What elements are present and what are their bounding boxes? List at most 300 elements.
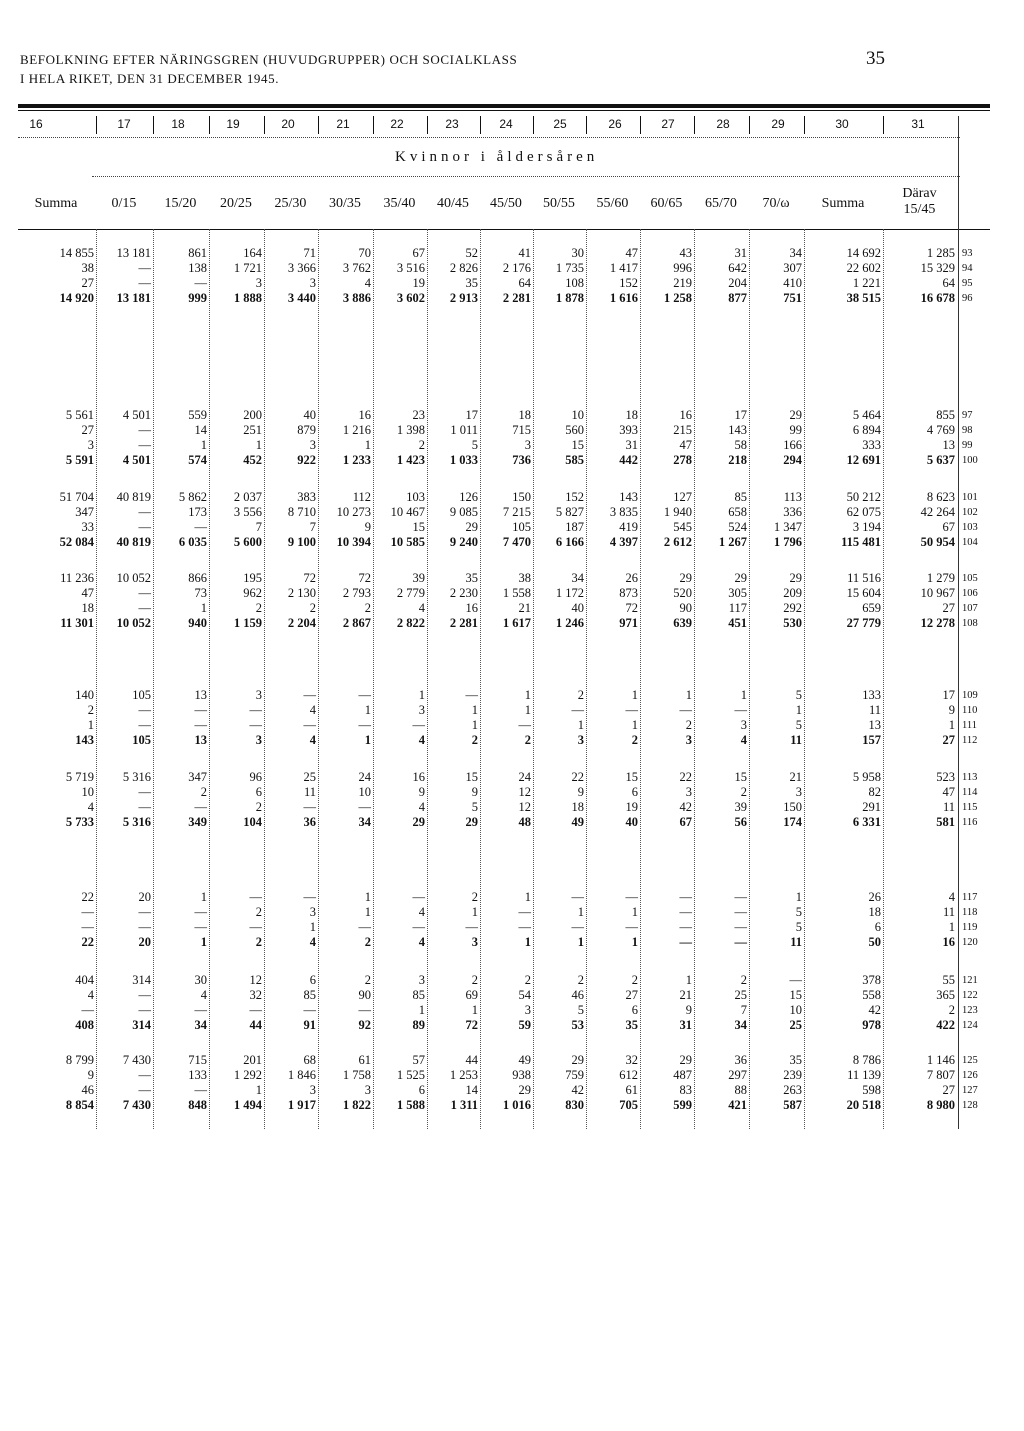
table-cell: 1 — [364, 905, 371, 919]
table-cell: 44 — [465, 1053, 478, 1067]
table-cell: 3 886 — [342, 291, 371, 305]
table-cell: 6 894 — [852, 423, 881, 437]
row-number: 120 — [962, 937, 978, 948]
table-cell: 48 — [518, 815, 531, 829]
column-number: 31 — [911, 117, 925, 131]
table-cell: 8 980 — [926, 1098, 955, 1112]
table-cell: 307 — [783, 261, 802, 275]
table-cell: 7 470 — [502, 535, 531, 549]
table-cell: 133 — [862, 688, 881, 702]
table-cell: — — [465, 920, 478, 934]
table-cell: 830 — [565, 1098, 584, 1112]
table-cell: 40 819 — [116, 535, 151, 549]
table-cell: 1 146 — [926, 1053, 955, 1067]
table-cell: 2 — [631, 733, 638, 747]
table-cell: 1 — [577, 935, 584, 949]
table-cell: 9 — [471, 785, 478, 799]
table-cell: — — [138, 905, 151, 919]
table-cell: 11 — [303, 785, 316, 799]
table-cell: 383 — [297, 490, 316, 504]
table-cell: — — [249, 1003, 262, 1017]
table-cell: 581 — [936, 815, 955, 829]
table-cell: — — [303, 688, 316, 702]
table-cell: 2 — [364, 935, 371, 949]
table-cell: 3 — [309, 905, 316, 919]
table-cell: 855 — [936, 408, 955, 422]
table-cell: 164 — [243, 246, 262, 260]
table-cell: — — [518, 905, 531, 919]
table-cell: — — [194, 276, 207, 290]
table-cell: 715 — [188, 1053, 207, 1067]
table-cell: 105 — [512, 520, 531, 534]
table-cell: 1 — [524, 688, 531, 702]
table-cell: 3 194 — [852, 520, 881, 534]
table-cell: 52 — [465, 246, 478, 260]
table-cell: 82 — [868, 785, 881, 799]
table-cell: 1 758 — [342, 1068, 371, 1082]
table-cell: 5 — [795, 920, 802, 934]
table-cell: 2 — [364, 601, 371, 615]
table-cell: — — [81, 1003, 94, 1017]
table-cell: — — [81, 920, 94, 934]
table-cell: 9 — [685, 1003, 692, 1017]
table-cell: — — [138, 1083, 151, 1097]
table-cell: 336 — [783, 505, 802, 519]
row-number: 114 — [962, 787, 978, 798]
table-cell: 27 — [81, 423, 94, 437]
row-number: 116 — [962, 817, 978, 828]
table-cell: 4 — [200, 988, 207, 1002]
table-cell: 15 — [734, 770, 747, 784]
table-cell: 27 — [81, 276, 94, 290]
table-cell: 922 — [297, 453, 316, 467]
table-cell: 38 — [81, 261, 94, 275]
table-cell: 29 — [734, 571, 747, 585]
header-bottom-rule — [18, 229, 990, 230]
table-cell: 658 — [728, 505, 747, 519]
table-cell: 1 233 — [342, 453, 371, 467]
table-cell: 6 — [631, 1003, 638, 1017]
table-cell: — — [138, 1003, 151, 1017]
column-number-tick — [883, 116, 884, 134]
table-cell: — — [138, 988, 151, 1002]
table-cell: 1 — [471, 1003, 478, 1017]
table-cell: 108 — [565, 276, 584, 290]
table-cell: 451 — [728, 616, 747, 630]
table-cell: 115 481 — [841, 535, 881, 549]
table-cell: 29 — [412, 815, 425, 829]
table-cell: 14 855 — [59, 246, 94, 260]
table-cell: 13 181 — [116, 291, 151, 305]
table-cell: 104 — [243, 815, 262, 829]
table-cell: 103 — [406, 490, 425, 504]
table-cell: — — [679, 920, 692, 934]
table-cell: 4 — [418, 733, 425, 747]
table-cell: 64 — [942, 276, 955, 290]
table-cell: 1 — [471, 905, 478, 919]
table-cell: 62 075 — [846, 505, 881, 519]
table-cell: 1 — [685, 973, 692, 987]
table-cell: 15 — [625, 770, 638, 784]
table-cell: 7 215 — [502, 505, 531, 519]
table-cell: 20 — [138, 935, 151, 949]
table-cell: — — [734, 905, 747, 919]
row-number: 101 — [962, 492, 978, 503]
table-cell: 3 — [524, 438, 531, 452]
header-line-1: BEFOLKNING EFTER NÄRINGSGREN (HUVUDGRUPPER) OCH SOCIALKLASS — [20, 52, 518, 67]
table-cell: 2 — [577, 688, 584, 702]
table-cell: 18 — [518, 408, 531, 422]
table-cell: 9 — [364, 520, 371, 534]
table-cell: 34 — [734, 1018, 747, 1032]
table-cell: 2 779 — [396, 586, 425, 600]
table-cell: 4 — [418, 601, 425, 615]
table-cell: 1 — [524, 703, 531, 717]
column-divider — [804, 229, 805, 1129]
table-cell: 11 — [942, 905, 955, 919]
table-cell: 419 — [619, 520, 638, 534]
table-cell: — — [194, 520, 207, 534]
table-cell: 71 — [303, 246, 316, 260]
table-cell: — — [625, 890, 638, 904]
row-number: 96 — [962, 293, 973, 304]
table-cell: 5 827 — [555, 505, 584, 519]
table-cell: 157 — [862, 733, 881, 747]
table-cell: 27 — [942, 733, 955, 747]
table-cell: 612 — [619, 1068, 638, 1082]
table-cell: 1 311 — [450, 1098, 478, 1112]
table-cell: 4 501 — [122, 453, 151, 467]
column-number-rule — [18, 137, 960, 139]
row-number: 127 — [962, 1085, 978, 1096]
table-cell: 41 — [518, 246, 531, 260]
table-cell: 751 — [783, 291, 802, 305]
row-number: 113 — [962, 772, 978, 783]
column-number-tick — [749, 116, 750, 134]
table-cell: 18 — [571, 800, 584, 814]
subheader: 55/60 — [596, 196, 629, 211]
table-cell: 57 — [412, 1053, 425, 1067]
table-cell: 5 591 — [65, 453, 94, 467]
table-cell: 410 — [783, 276, 802, 290]
table-cell: 2 — [948, 1003, 955, 1017]
column-number: 28 — [716, 117, 730, 131]
table-cell: — — [138, 423, 151, 437]
table-cell: 20 518 — [846, 1098, 881, 1112]
table-cell: 999 — [188, 291, 207, 305]
table-cell: 3 762 — [342, 261, 371, 275]
table-cell: 18 — [625, 408, 638, 422]
column-divider — [96, 229, 97, 1129]
table-cell: 72 — [625, 601, 638, 615]
row-number: 98 — [962, 425, 973, 436]
table-cell: 5 — [795, 688, 802, 702]
table-cell: — — [789, 973, 802, 987]
table-cell: 4 — [418, 935, 425, 949]
table-cell: 291 — [862, 800, 881, 814]
row-number: 107 — [962, 603, 978, 614]
subheader: 60/65 — [650, 196, 683, 211]
table-cell: 9 100 — [287, 535, 316, 549]
table-cell: 143 — [619, 490, 638, 504]
table-cell: 9 240 — [449, 535, 478, 549]
subheader: 0/15 — [111, 196, 137, 211]
table-cell: 22 602 — [846, 261, 881, 275]
table-cell: — — [412, 718, 425, 732]
table-cell: 1 — [364, 733, 371, 747]
table-cell: 1 — [631, 935, 638, 949]
table-cell: 1 — [255, 1083, 262, 1097]
table-cell: 520 — [673, 586, 692, 600]
table-cell: 39 — [412, 571, 425, 585]
table-cell: 5 — [577, 1003, 584, 1017]
table-cell: 40 — [625, 815, 638, 829]
table-cell: 3 — [87, 438, 94, 452]
table-cell: 2 — [309, 601, 316, 615]
column-number: 24 — [499, 117, 513, 131]
subheader: 30/35 — [329, 196, 361, 211]
table-cell: 1 — [200, 890, 207, 904]
table-cell: 877 — [728, 291, 747, 305]
table-cell: 4 397 — [609, 535, 638, 549]
table-cell: — — [303, 718, 316, 732]
top-rule-thick — [18, 104, 990, 108]
table-cell: 219 — [673, 276, 692, 290]
subheader: 40/45 — [437, 196, 469, 211]
table-cell: 83 — [679, 1083, 692, 1097]
column-number-tick — [804, 116, 805, 134]
table-cell: 42 — [571, 1083, 584, 1097]
table-cell: 1 822 — [342, 1098, 371, 1112]
table-cell: 4 769 — [926, 423, 955, 437]
table-cell: 174 — [783, 815, 802, 829]
table-cell: 1 253 — [449, 1068, 478, 1082]
table-cell: 92 — [358, 1018, 371, 1032]
column-number-tick — [640, 116, 641, 134]
table-cell: — — [358, 718, 371, 732]
table-cell: 1 — [200, 935, 207, 949]
table-cell: 349 — [188, 815, 207, 829]
table-cell: 67 — [942, 520, 955, 534]
table-cell: 1 — [685, 688, 692, 702]
row-number: 124 — [962, 1020, 978, 1031]
table-cell: 204 — [728, 276, 747, 290]
table-cell: 4 — [309, 733, 316, 747]
table-cell: 58 — [734, 438, 747, 452]
table-cell: 10 052 — [116, 571, 151, 585]
table-cell: 1 — [631, 688, 638, 702]
table-cell: 47 — [679, 438, 692, 452]
subheader: 65/70 — [705, 196, 737, 211]
table-cell: 7 430 — [122, 1053, 151, 1067]
table-cell: 51 704 — [59, 490, 94, 504]
column-number: 17 — [117, 117, 131, 131]
table-cell: 1 258 — [663, 291, 692, 305]
table-cell: 46 — [81, 1083, 94, 1097]
table-cell: 1 172 — [555, 586, 584, 600]
table-cell: 3 516 — [396, 261, 425, 275]
table-cell: 126 — [459, 490, 478, 504]
table-cell: 1 — [200, 601, 207, 615]
table-cell: — — [138, 703, 151, 717]
table-cell: 9 — [418, 785, 425, 799]
table-cell: 35 — [789, 1053, 802, 1067]
table-cell: — — [138, 800, 151, 814]
table-cell: 24 — [518, 770, 531, 784]
table-cell: 7 — [740, 1003, 747, 1017]
table-cell: 1 246 — [555, 616, 584, 630]
row-number: 126 — [962, 1070, 978, 1081]
table-cell: 27 — [942, 1083, 955, 1097]
table-cell: 365 — [936, 988, 955, 1002]
table-cell: 42 — [868, 1003, 881, 1017]
subheader: Därav 15/45 — [902, 186, 937, 217]
row-number: 119 — [962, 922, 978, 933]
table-cell: 72 — [303, 571, 316, 585]
table-cell: 89 — [412, 1018, 425, 1032]
table-cell: 1 — [418, 688, 425, 702]
table-cell: 5 719 — [65, 770, 94, 784]
table-cell: 10 052 — [116, 616, 151, 630]
table-cell: 1 — [255, 438, 262, 452]
table-cell: 36 — [303, 815, 316, 829]
table-cell: 31 — [734, 246, 747, 260]
table-cell: 1 — [524, 890, 531, 904]
column-divider — [694, 229, 695, 1129]
table-cell: — — [194, 800, 207, 814]
subheader: Summa — [821, 196, 865, 211]
table-cell: 1 — [948, 920, 955, 934]
table-cell: 11 516 — [847, 571, 881, 585]
column-divider — [318, 229, 319, 1129]
table-cell: 2 — [364, 973, 371, 987]
column-number: 23 — [445, 117, 459, 131]
table-cell: 20 — [138, 890, 151, 904]
column-number-tick — [96, 116, 97, 134]
table-cell: — — [734, 890, 747, 904]
table-cell: 70 — [358, 246, 371, 260]
table-cell: 35 — [625, 1018, 638, 1032]
table-cell: 1 796 — [773, 535, 802, 549]
table-cell: 12 278 — [920, 616, 955, 630]
table-cell: 736 — [512, 453, 531, 467]
table-cell: 73 — [194, 586, 207, 600]
column-number-tick — [694, 116, 695, 134]
table-cell: 940 — [188, 616, 207, 630]
subheader: 50/55 — [543, 196, 575, 211]
table-cell: 10 — [789, 1003, 802, 1017]
table-cell: 1 423 — [396, 453, 425, 467]
table-cell: 1 888 — [233, 291, 262, 305]
table-cell: 5 733 — [65, 815, 94, 829]
table-cell: 962 — [243, 586, 262, 600]
table-cell: 2 — [418, 438, 425, 452]
table-cell: 34 — [571, 571, 584, 585]
table-cell: — — [518, 920, 531, 934]
column-divider — [883, 229, 884, 1129]
table-cell: 85 — [412, 988, 425, 1002]
table-cell: — — [249, 718, 262, 732]
table-cell: 5 958 — [852, 770, 881, 784]
table-cell: 1 — [795, 703, 802, 717]
row-number: 95 — [962, 278, 973, 289]
table-cell: 5 561 — [65, 408, 94, 422]
row-number: 108 — [962, 618, 978, 629]
column-number-tick — [318, 116, 319, 134]
table-cell: 15 — [412, 520, 425, 534]
table-cell: 27 — [625, 988, 638, 1002]
table-cell: 404 — [75, 973, 94, 987]
table-cell: 11 — [868, 703, 881, 717]
row-number: 97 — [962, 410, 973, 421]
table-cell: 67 — [412, 246, 425, 260]
row-number: 128 — [962, 1100, 978, 1111]
table-cell: 6 331 — [852, 815, 881, 829]
table-cell: 1 011 — [450, 423, 478, 437]
table-cell: 22 — [81, 890, 94, 904]
column-divider — [533, 229, 534, 1129]
table-cell: 47 — [942, 785, 955, 799]
row-number: 100 — [962, 455, 978, 466]
table-cell: 1 846 — [287, 1068, 316, 1082]
table-cell: 201 — [243, 1053, 262, 1067]
table-cell: 705 — [619, 1098, 638, 1112]
table-cell: 2 — [255, 935, 262, 949]
table-cell: 143 — [75, 733, 94, 747]
table-cell: 67 — [679, 815, 692, 829]
table-cell: 1 525 — [396, 1068, 425, 1082]
table-cell: 52 084 — [59, 535, 94, 549]
table-cell: 143 — [728, 423, 747, 437]
table-cell: 1 — [309, 920, 316, 934]
table-cell: 16 — [465, 601, 478, 615]
table-cell: 6 166 — [555, 535, 584, 549]
table-cell: 2 — [471, 733, 478, 747]
table-cell: 218 — [728, 453, 747, 467]
table-cell: 200 — [243, 408, 262, 422]
row-number-divider — [958, 116, 959, 1129]
table-cell: 10 — [571, 408, 584, 422]
table-cell: — — [138, 601, 151, 615]
table-cell: 88 — [734, 1083, 747, 1097]
table-cell: 642 — [728, 261, 747, 275]
table-cell: 90 — [679, 601, 692, 615]
table-cell: 523 — [936, 770, 955, 784]
table-cell: 15 — [789, 988, 802, 1002]
table-cell: 7 — [255, 520, 262, 534]
table-cell: 4 — [87, 988, 94, 1002]
table-cell: 29 — [679, 571, 692, 585]
table-cell: 13 — [942, 438, 955, 452]
table-cell: — — [412, 920, 425, 934]
table-cell: — — [81, 905, 94, 919]
table-cell: — — [679, 703, 692, 717]
table-cell: 4 — [418, 905, 425, 919]
table-cell: 16 — [412, 770, 425, 784]
column-divider — [749, 229, 750, 1129]
table-cell: 29 — [465, 520, 478, 534]
table-cell: — — [518, 718, 531, 732]
table-cell: 715 — [512, 423, 531, 437]
column-number: 29 — [771, 117, 785, 131]
table-cell: 3 — [418, 703, 425, 717]
table-cell: 996 — [673, 261, 692, 275]
table-cell: 29 — [789, 408, 802, 422]
table-cell: 6 035 — [178, 535, 207, 549]
table-cell: 314 — [132, 973, 151, 987]
table-cell: 251 — [243, 423, 262, 437]
table-cell: 2 204 — [287, 616, 316, 630]
